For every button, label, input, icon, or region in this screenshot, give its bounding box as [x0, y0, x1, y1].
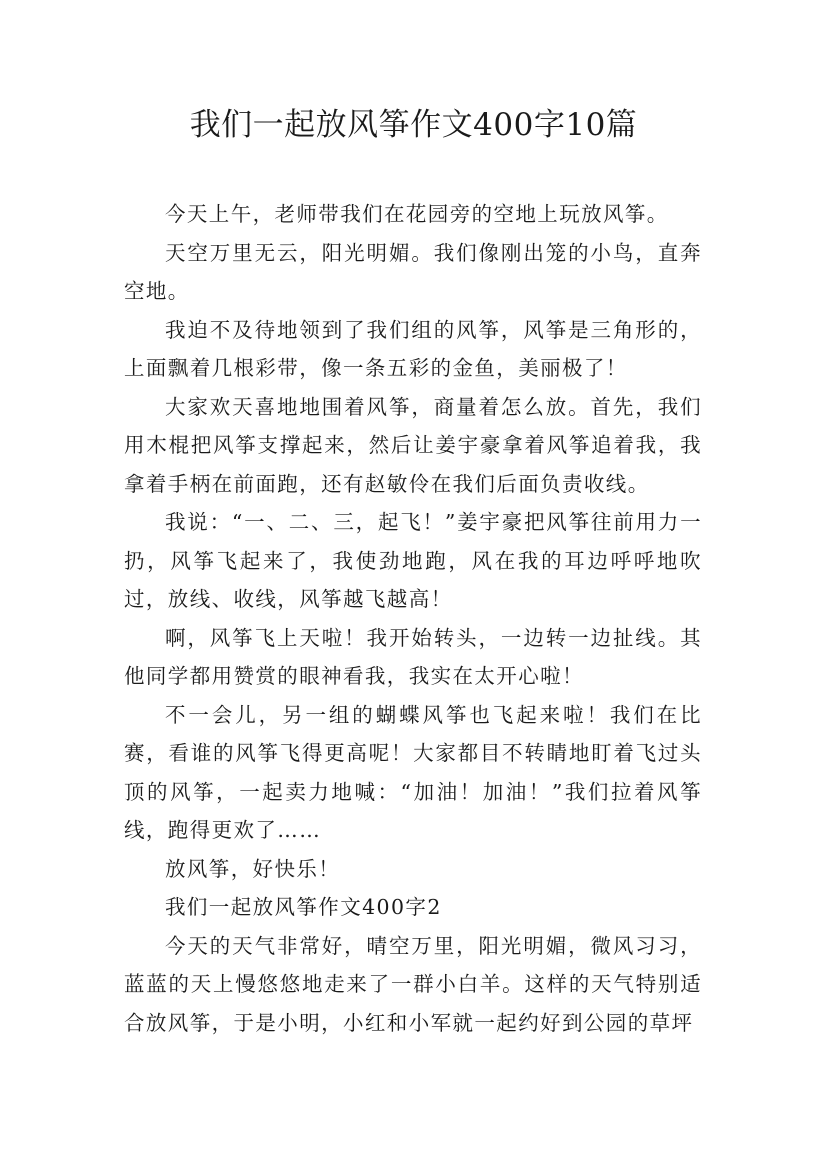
- paragraph: 我迫不及待地领到了我们组的风筝，风筝是三角形的，上面飘着几根彩带，像一条五彩的金鱼，美丽极了！: [124, 317, 702, 380]
- paragraph: 大家欢天喜地地围着风筝，商量着怎么放。首先，我们用木棍把风筝支撑起来，然后让姜宇豪拿着风筝追着我，我拿着手柄在前面跑，还有赵敏伶在我们后面负责收线。: [124, 394, 702, 496]
- paragraph: 放风筝，好快乐！: [165, 856, 341, 881]
- paragraph: 天空万里无云，阳光明媚。我们像刚出笼的小鸟，直奔空地。: [124, 240, 702, 303]
- paragraph: 我说：“一、二、三，起飞！”姜宇豪把风筝往前用力一扔，风筝飞起来了，我使劲地跑，风在我的耳边呼呼地吹过，放线、收线，风筝越飞越高！: [124, 510, 702, 611]
- paragraph: 今天上午，老师带我们在花园旁的空地上玩放风筝。: [165, 202, 669, 226]
- paragraph: 不一会儿，另一组的蝴蝶风筝也飞起来啦！我们在比赛，看谁的风筝飞得更高呢！大家都目不转睛地盯着飞过头顶的风筝，一起卖力地喊：“加油！加油！”我们拉着风筝线，跑得更欢了……: [124, 702, 702, 842]
- document-title: 我们一起放风筝作文400字10篇: [189, 107, 638, 143]
- paragraph: 今天的天气非常好，晴空万里，阳光明媚，微风习习，蓝蓝的天上慢悠悠地走来了一群小白羊。这样的天气特别适合放风筝，于是小明，小红和小军就一起约好到公园的草坪: [124, 933, 702, 1035]
- section-subheading: 我们一起放风筝作文400字2: [165, 895, 442, 919]
- paragraph: 啊，风筝飞上天啦！我开始转头，一边转一边扯线。其他同学都用赞赏的眼神看我，我实在太开心啦！: [124, 625, 702, 688]
- document-body: [124, 195, 702, 1042]
